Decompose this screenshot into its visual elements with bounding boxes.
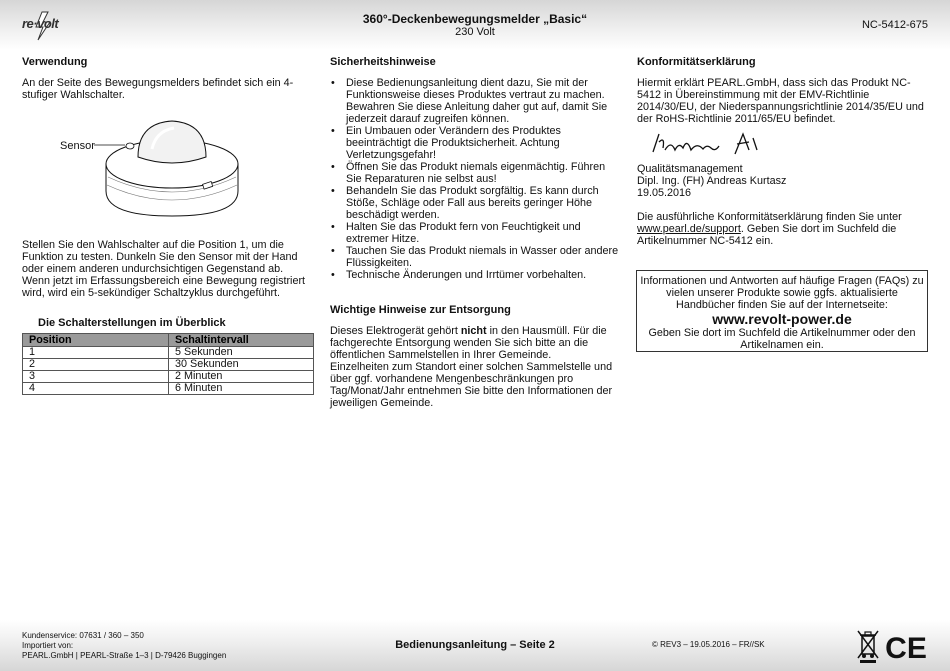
motion-detector-drawing [22,109,314,239]
settings-table-title: Die Schalterstellungen im Überblick [38,317,226,329]
table-row [23,383,314,395]
table-cell-position: 1 [23,347,169,359]
table-cell-interval: 6 Minuten [169,383,314,395]
bullet-icon: • [331,77,335,89]
safety-heading: Sicherheitshinweise [330,56,436,68]
management-title: Qualitätsmanagement [637,163,743,175]
device-illustration [22,109,314,239]
table-row [23,371,314,383]
table-row [23,347,314,359]
bullet-icon: • [331,269,335,281]
bullet-icon: • [331,185,335,197]
list-item [331,125,622,161]
management-date: 19.05.2016 [637,187,692,199]
table-cell-position: 4 [23,383,169,395]
revision-info: © REV3 – 19.05.2016 – FR//SK [652,640,765,649]
list-item [331,185,622,221]
list-item [331,77,622,125]
importer-label: Importiert von: [22,641,74,650]
ce-mark-text: CE [885,632,927,662]
faq-box [636,270,928,352]
conformity-heading: Konformitätserklärung [637,56,756,68]
faq-website-link[interactable]: www.revolt-power.de [712,311,852,327]
support-link[interactable]: www.pearl.de/support [637,223,741,235]
conformity-declaration: Hiermit erklärt PEARL.GmbH, dass sich das Produkt NC-5412 in Übereinstimmung mit der EMV-Richtlinie 2014/30/EU, der Niederspannungsrichtlinie 2014/35/EU und der RoHS-Richtlinie 2011/65/EU befindet. [637,77,924,125]
disposal-text-emphasis: nicht [460,325,487,337]
table-cell-position: 3 [23,371,169,383]
bullet-icon: • [331,221,335,233]
safety-item-text: Halten Sie das Produkt fern von Feuchtigkeit und extremer Hitze. [346,221,581,245]
disposal-paragraph [330,325,622,361]
page-footer [0,620,950,671]
column-header-interval: Schaltintervall [169,334,314,347]
usage-instruction-2: Wenn jetzt im Erfassungsbereich eine Bewegung registriert wird, wird ein 5-sekündiger Schaltzyklus durchgeführt. [22,275,306,299]
bullet-icon: • [331,125,335,137]
safety-item-text: Ein Umbauen oder Verändern des Produktes beeinträchtigt die Produktsicherheit. Achtung Verletzungsgefahr! [346,125,561,161]
settings-table [22,333,314,395]
page-subtitle: 230 Volt [455,26,495,38]
weee-crossed-bin-icon [856,628,880,664]
table-cell-position: 2 [23,359,169,371]
column-header-position: Position [23,334,169,347]
safety-item-text: Tauchen Sie das Produkt niemals in Wasser oder andere Flüssigkeiten. [346,245,619,269]
management-name: Dipl. Ing. (FH) Andreas Kurtasz [637,175,787,187]
list-item [331,269,622,281]
product-code: NC-5412-675 [861,19,928,31]
support-text-end: . Geben Sie dort im Suchfeld die Artikelnummer NC-5412 ein. [637,223,897,247]
faq-search-hint: Geben Sie dort im Suchfeld die Artikelnummer oder den Artikelnamen ein. [648,327,916,351]
table-cell-interval: 5 Sekunden [169,347,314,359]
list-item [331,221,622,245]
bullet-icon: • [331,245,335,257]
disposal-heading: Wichtige Hinweise zur Entsorgung [330,304,511,316]
safety-item-text: Technische Änderungen und Irrtümer vorbehalten. [346,269,587,281]
page-number: Bedienungsanleitung – Seite 2 [395,639,555,651]
usage-instruction-1: Stellen Sie den Wahlschalter auf die Position 1, um die Funktion zu testen. Dunkeln Sie den Sensor mit der Hand oder einem anderen undurchsichtigen Gegenstand ab. [22,239,298,275]
table-cell-interval: 2 Minuten [169,371,314,383]
ce-mark-icon [884,632,928,662]
list-item [331,245,622,269]
safety-column [330,56,622,409]
safety-item-text: Diese Bedienungsanleitung dient dazu, Sie mit der Funktionsweise dieses Produktes vertraut zu machen. Bewahren Sie diese Anleitung daher gut auf, damit Sie jederzeit darauf zugreifen können. [346,77,608,125]
page-title: 360°-Deckenbewegungsmelder „Basic“ [362,12,588,26]
customer-service: Kundenservice: 07631 / 360 – 350 [22,631,144,640]
safety-item-text: Öffnen Sie das Produkt niemals eigenmächtig. Führen Sie Reparaturen nie selbst aus! [346,161,606,185]
conformity-column [637,56,929,247]
support-text-start: Die ausführliche Konformitätserklärung finden Sie unter [637,211,902,223]
usage-heading: Verwendung [22,56,88,68]
signature-image [649,130,779,158]
table-row [23,359,314,371]
settings-table-header-row [23,334,314,347]
disposal-text-start: Dieses Elektrogerät gehört [330,325,461,337]
sensor-label: Sensor [60,140,95,152]
page-header [0,0,950,50]
bullet-icon: • [331,161,335,173]
importer-address: PEARL.GmbH | PEARL-Straße 1–3 | D-79426 Buggingen [22,651,227,660]
disposal-paragraph-2: Einzelheiten zum Standort einer solchen Sammelstelle und über ggf. vorhandene Mengenbeschränkungen pro Tag/Monat/Jahr entnehmen Sie bitte den Informationen der jeweiligen Gemeinde. [330,361,613,409]
usage-intro: An der Seite des Bewegungsmelders befindet sich ein 4-stufiger Wahlschalter. [22,77,294,101]
revolt-logo-text: re·volt [22,16,59,31]
disposal-text-end: in den Hausmüll. Für die fachgerechte Entsorgung wenden Sie sich bitte an die öffentlichen Sammelstellen in Ihrer Gemeinde. [330,325,607,361]
usage-column [22,56,314,395]
safety-list [330,77,622,281]
support-paragraph [637,211,929,247]
table-cell-interval: 30 Sekunden [169,359,314,371]
list-item [331,161,622,185]
faq-text: Informationen und Antworten auf häufige Fragen (FAQs) zu vielen unserer Produkte sowie ggfs. aktualisierte Handbücher finden Sie auf der Internetseite: [640,275,924,311]
safety-item-text: Behandeln Sie das Produkt sorgfältig. Es kann durch Stöße, Schläge oder Fall aus bereits geringer Höhe beschädigt werden. [346,185,599,221]
